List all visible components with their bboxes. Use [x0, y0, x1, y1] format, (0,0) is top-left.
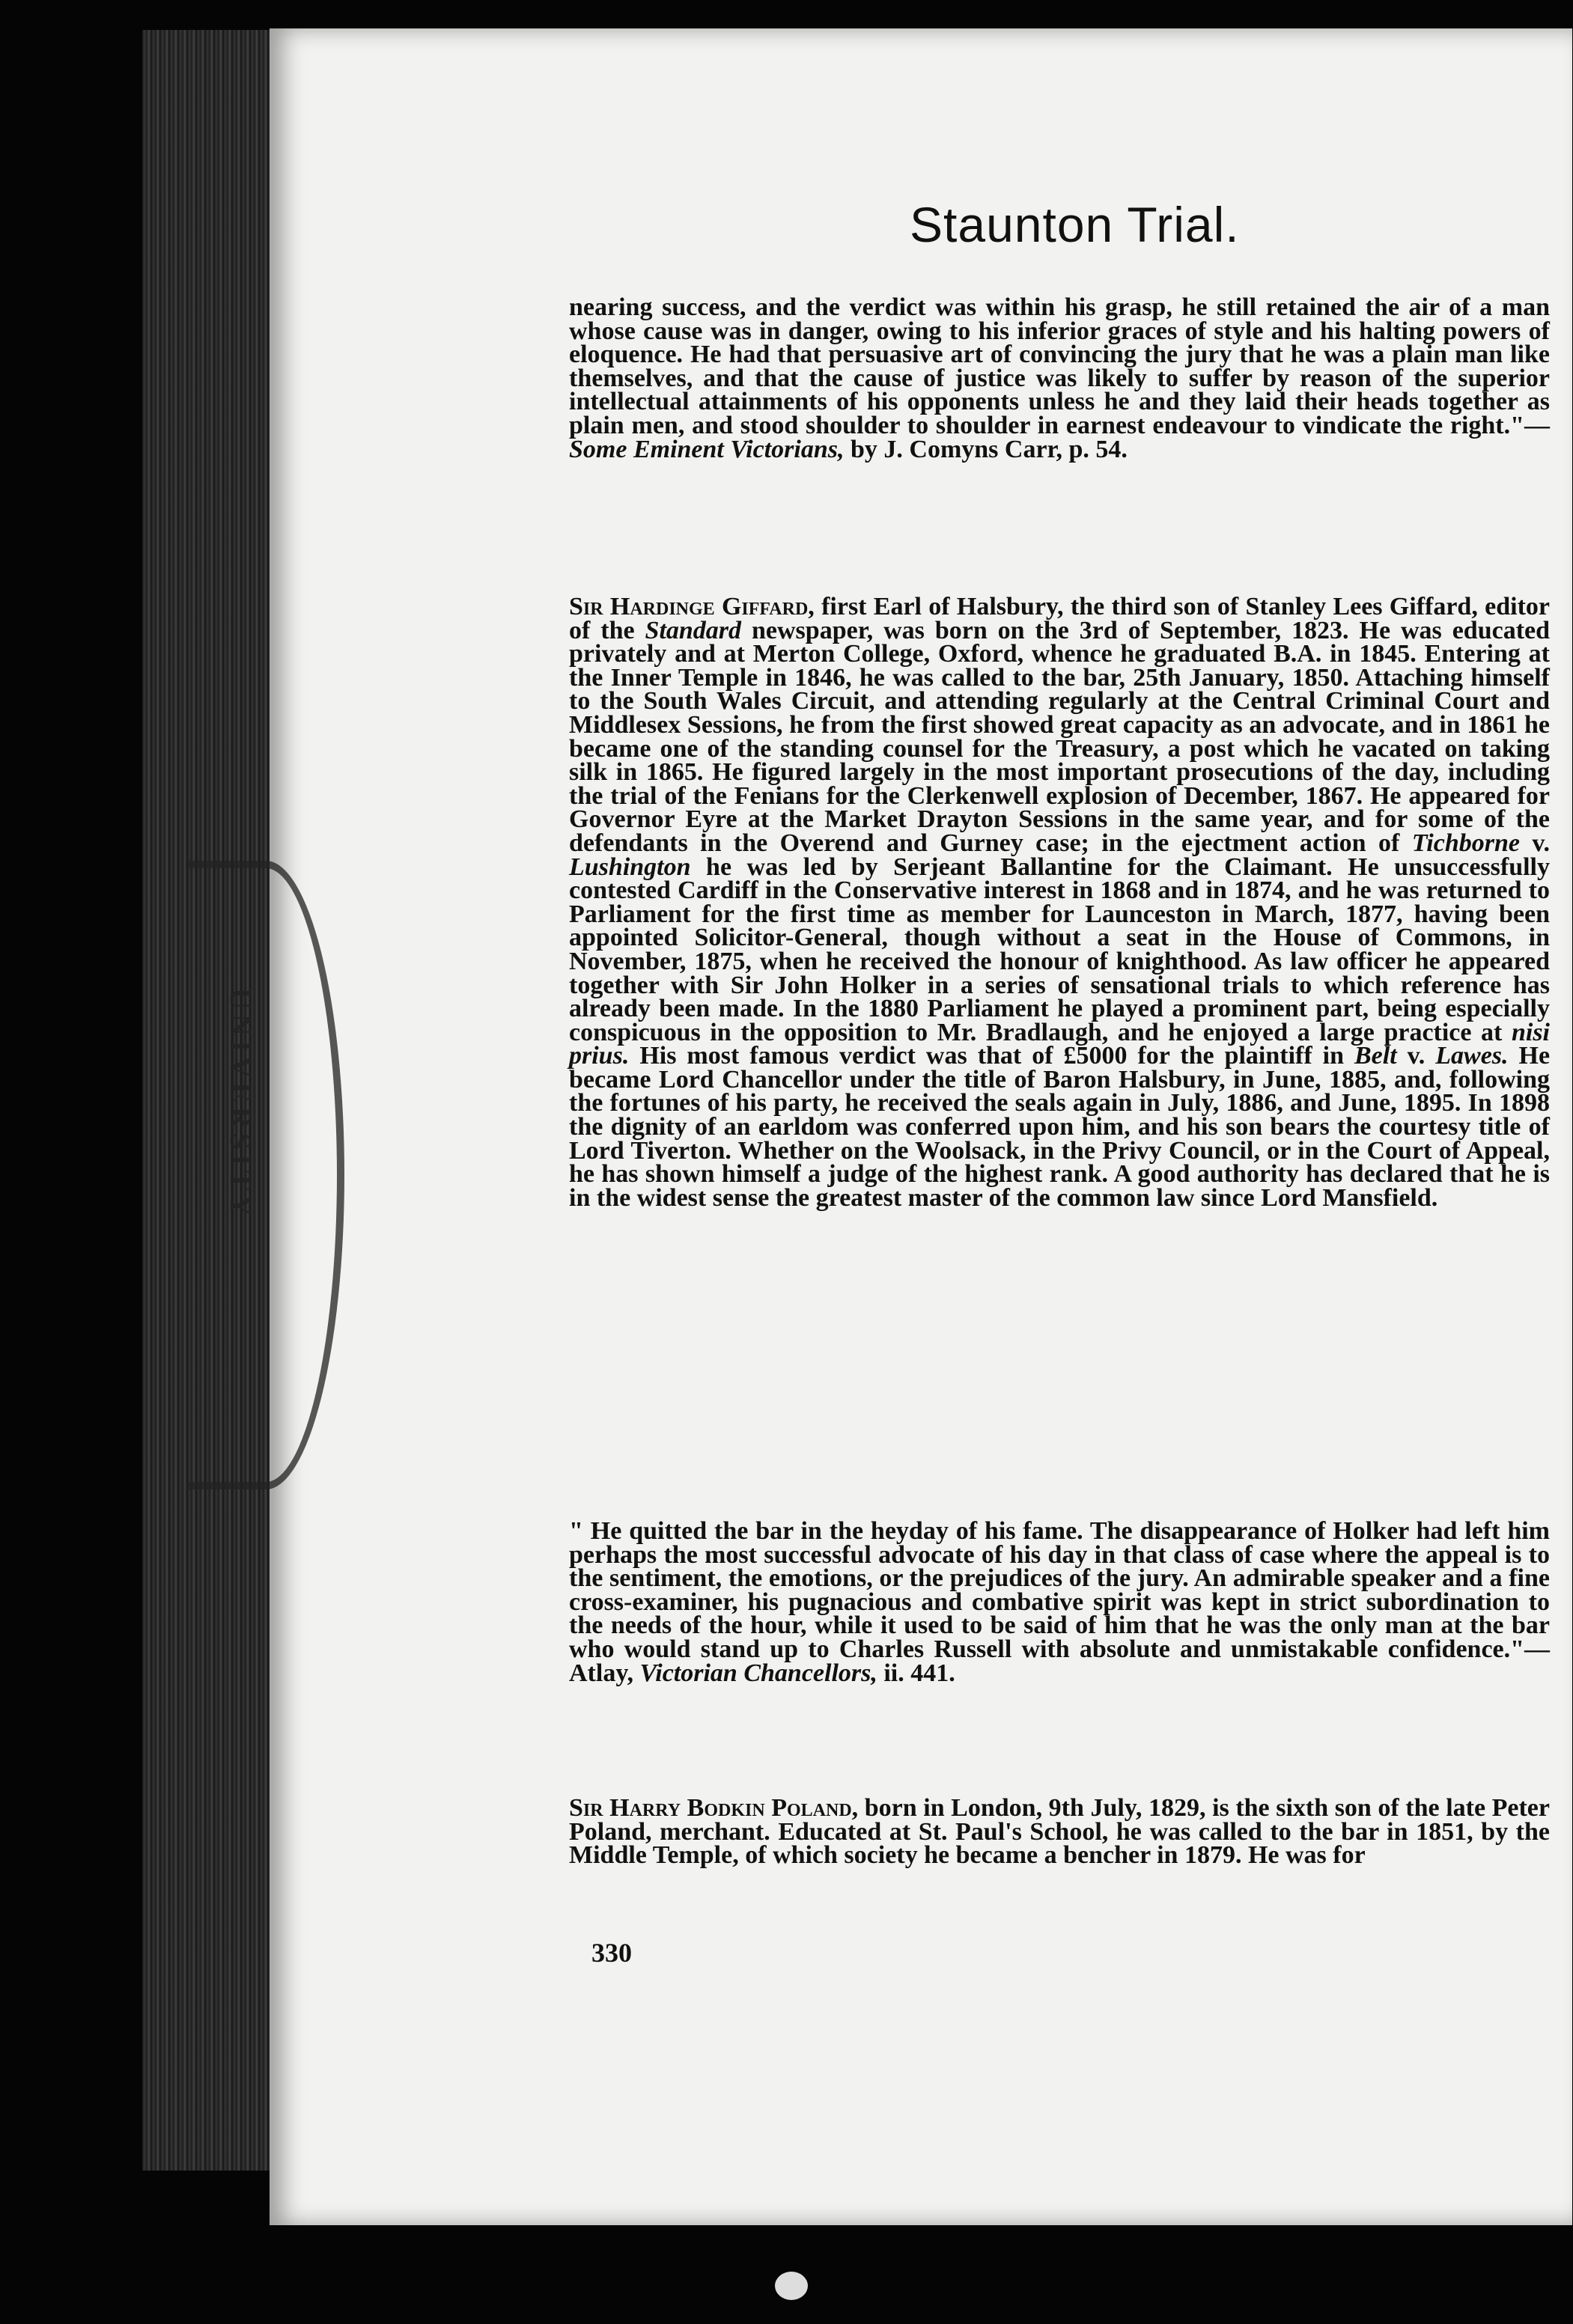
source-title: Some Eminent Victorians, [569, 435, 845, 463]
page-number: 330 [591, 1938, 632, 1968]
page-title: Staunton Trial. [910, 197, 1240, 252]
paragraph-poland: Sir Harry Bodkin Poland, born in London, 9th July, 1829, is the sixth son of the late Peter Poland, merchant. Educated at St. Paul's School, he was called to the bar in 1851, by the Middle Temple, of which society he became a bencher in 1879. He was for [569, 1794, 1550, 1870]
library-stamp-text: UNIVERSITY [224, 988, 258, 1222]
thumb-mark [775, 2272, 808, 2300]
library-stamp [187, 861, 344, 1489]
source-title: Victorian Chancellors, [639, 1659, 877, 1687]
entry-name: Sir Hardinge Giffard, [569, 593, 815, 620]
paragraph-quote-atlay: " He quitted the bar in the heyday of his fame. The disappearance of Holker had left him perhaps the most successful advocate of his day in that class of case where the appeal is to the sentiment, the emotions, or the prejudices of the jury. An admirable speaker and a fine cross-examiner, his pugnacious and combative spirit was kept in strict subordination to the needs of the hour, while it used to be said of him that he was the only man at the bar who would stand up to Charles Russell with absolute and unmistakable confidence."— Atlay, Victorian Chancellors, ii. 441. [569, 1517, 1550, 1687]
entry-name: Sir Harry Bodkin Poland, [569, 1794, 859, 1822]
paragraph-quote-carr: nearing success, and the verdict was within his grasp, he still retained the air of a man whose cause was in danger, owing to his inferior graces of style and his halting powers of eloquence. He had that persuasive art of convincing the jury that he was a plain man like themselves, and that the cause of justice was likely to suffer by reason of the superior intellectual attainments of his opponents unless he and they laid their heads together as plain men, and stood shoulder to shoulder in earnest endeavour to vindicate the right."— Some Eminent Victorians, by J. Comyns Carr, p. 54. [569, 293, 1550, 463]
paragraph-giffard: Sir Hardinge Giffard, first Earl of Halsbury, the third son of Stanley Lees Giffard, editor of the Standard newspaper, was born on the 3rd of September, 1823. He was educated privately and at Merton College, Oxford, whence he graduated B.A. in 1845. Entering at the Inner Temple in 1846, he was called to the bar, 25th January, 1850. Attaching himself to the South Wales Circuit, and attending regularly at the Central Criminal Court and Middlesex Sessions, he from the first showed great capacity as an advocate, and in 1861 he became one of the standing counsel for the Treasury, a post which he vacated on taking silk in 1865. He figured largely in the most important prosecutions of the day, including the trial of the Fenians for the Clerkenwell explosion of December, 1867. He appeared for Governor Eyre at the Market Drayton Sessions in the same year, and for some of the defendants in the Overend and Gurney case; in the ejectment action of Tichborne v. Lushington he was led by Serjeant Ballantine for the Claimant. He unsuccessfully contested Cardiff in the Conservative interest in 1868 and in 1874, and he was returned to Parliament for the first time as member for Launceston in March, 1877, having been appointed Solicitor-General, though without a seat in the House of Commons, in November, 1875, when he received the honour of knighthood. As law officer he appeared together with Sir John Holker in a series of sensational trials to which reference has already been made. In the 1880 Parliament he played a prominent part, being especially conspicuous in the opposition to Mr. Bradlaugh, and he enjoyed a large practice at nisi prius. His most famous verdict was that of £5000 for the plaintiff in Belt v. Lawes. He became Lord Chancellor under the title of Baron Halsbury, in June, 1885, and, following the fortunes of his party, he received the seals again in July, 1886, and June, 1895. In 1898 the dignity of an earldom was conferred upon him, and his son bears the courtesy title of Lord Tiverton. Whether on the Woolsack, in the Privy Council, or in the Court of Appeal, he has shown himself a judge of the highest rank. A good authority has declared that he is in the widest sense the greatest master of the common law since Lord Mansfield. [569, 593, 1551, 1212]
